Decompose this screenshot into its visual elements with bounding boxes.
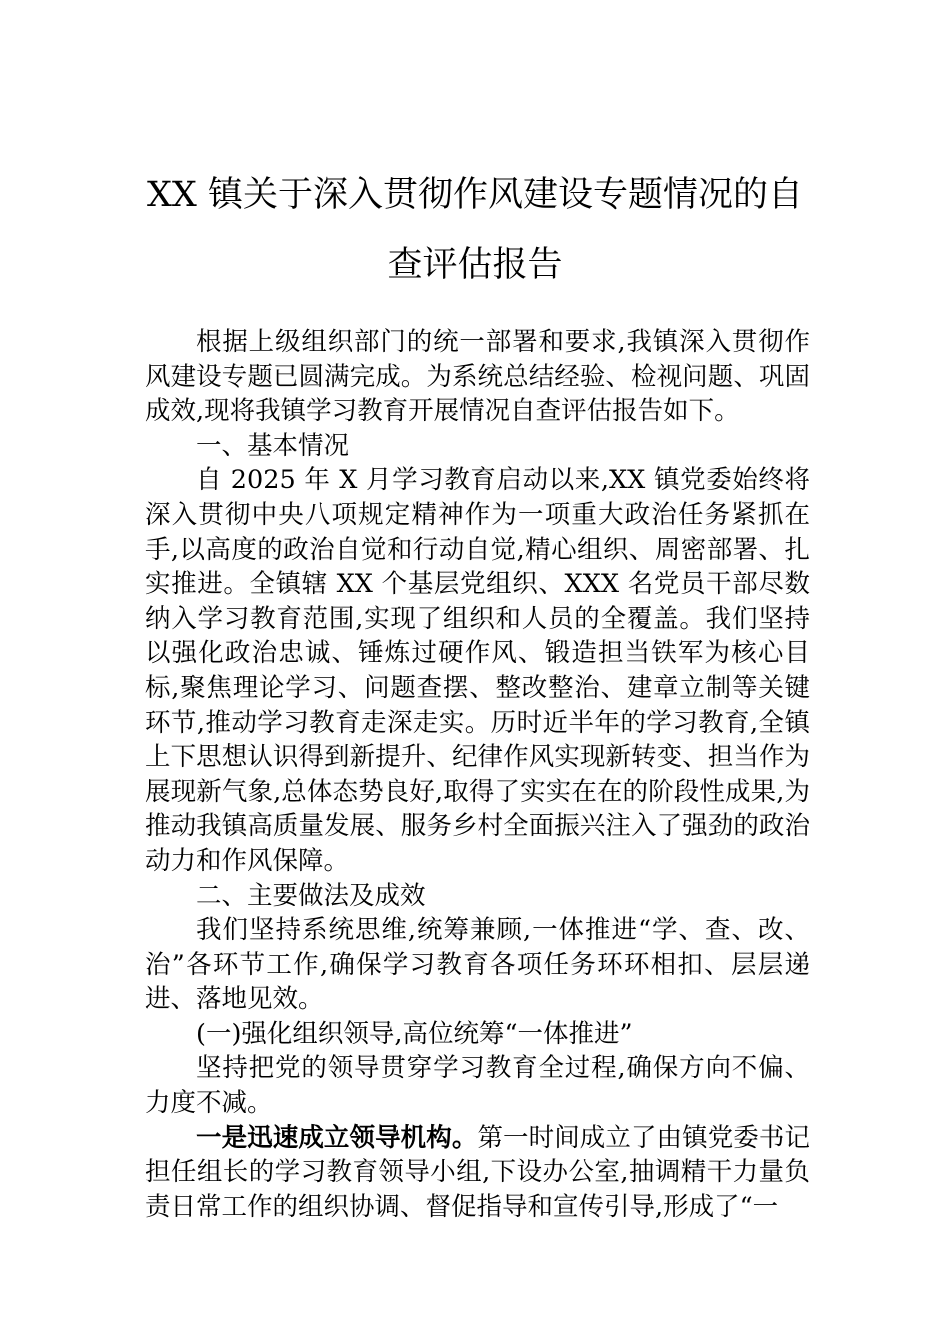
title-line-2: 查评估报告 <box>387 245 563 285</box>
paragraph-basic-situation <box>145 463 810 878</box>
heading-text: (一)强化组织领导,高位统筹“一体推进” <box>196 1018 633 1049</box>
subsection-heading-1 <box>145 1017 810 1052</box>
paragraph-text: 自 2025 年 X 月学习教育启动以来,XX 镇党委始终将深入贯彻中央八项规定精神作为一项重大政治任务紧抓在手,以高度的政治自觉和行动自觉,精心组织、周密部署、扎实推进。全镇辖 XX 个基层党组织、XXX 名党员干部尽数纳入学习教育范围,实现了组织和人员的全覆盖。我们坚持以强化政治忠诚、锤炼过硬作风、锻造担当铁军为核心目标,聚焦理论学习、问题查摆、整改整治、建章立制等关键环节,推动学习教育走深走实。历时近半年的学习教育,全镇上下思想认识得到新提升、纪律作风实现新转变、担当作为展现新气象,总体态势良好,取得了实实在在的阶段性成果,为推动我镇高质量发展、服务乡村全面振兴注入了强劲的政治动力和作风保障。 <box>145 465 810 876</box>
heading-text: 二、主要做法及成效 <box>196 880 426 911</box>
paragraph-practices <box>145 913 810 1017</box>
paragraph-leading-body <box>145 1121 810 1225</box>
title-line-1: XX 镇关于深入贯彻作风建设专题情况的自 <box>147 175 803 215</box>
paragraph-lead-bold: 一是迅速成立领导机构。 <box>196 1122 478 1153</box>
paragraph-text: 根据上级组织部门的统一部署和要求,我镇深入贯彻作风建设专题已圆满完成。为系统总结经验、检视问题、巩固成效,现将我镇学习教育开展情况自查评估报告如下。 <box>145 327 810 427</box>
paragraph-leadership <box>145 1051 810 1120</box>
paragraph-text: 我们坚持系统思维,统筹兼顾,一体推进“学、查、改、治”各环节工作,确保学习教育各项任务环环相扣、层层递进、落地见效。 <box>145 915 810 1015</box>
paragraph-intro <box>145 325 810 429</box>
section-heading-basic <box>145 429 810 464</box>
document-title <box>120 160 830 300</box>
paragraph-text: 坚持把党的领导贯穿学习教育全过程,确保方向不偏、力度不减。 <box>145 1053 810 1119</box>
section-heading-practices <box>145 879 810 914</box>
paragraph-text: 第一时间成立了由镇党委书记担任组长的学习教育领导小组,下设办公室,抽调精干力量负责日常工作的组织协调、督促指导和宣传引导,形成了“一 <box>145 1122 810 1222</box>
heading-text: 一、基本情况 <box>196 430 350 461</box>
document-body <box>145 325 810 1224</box>
